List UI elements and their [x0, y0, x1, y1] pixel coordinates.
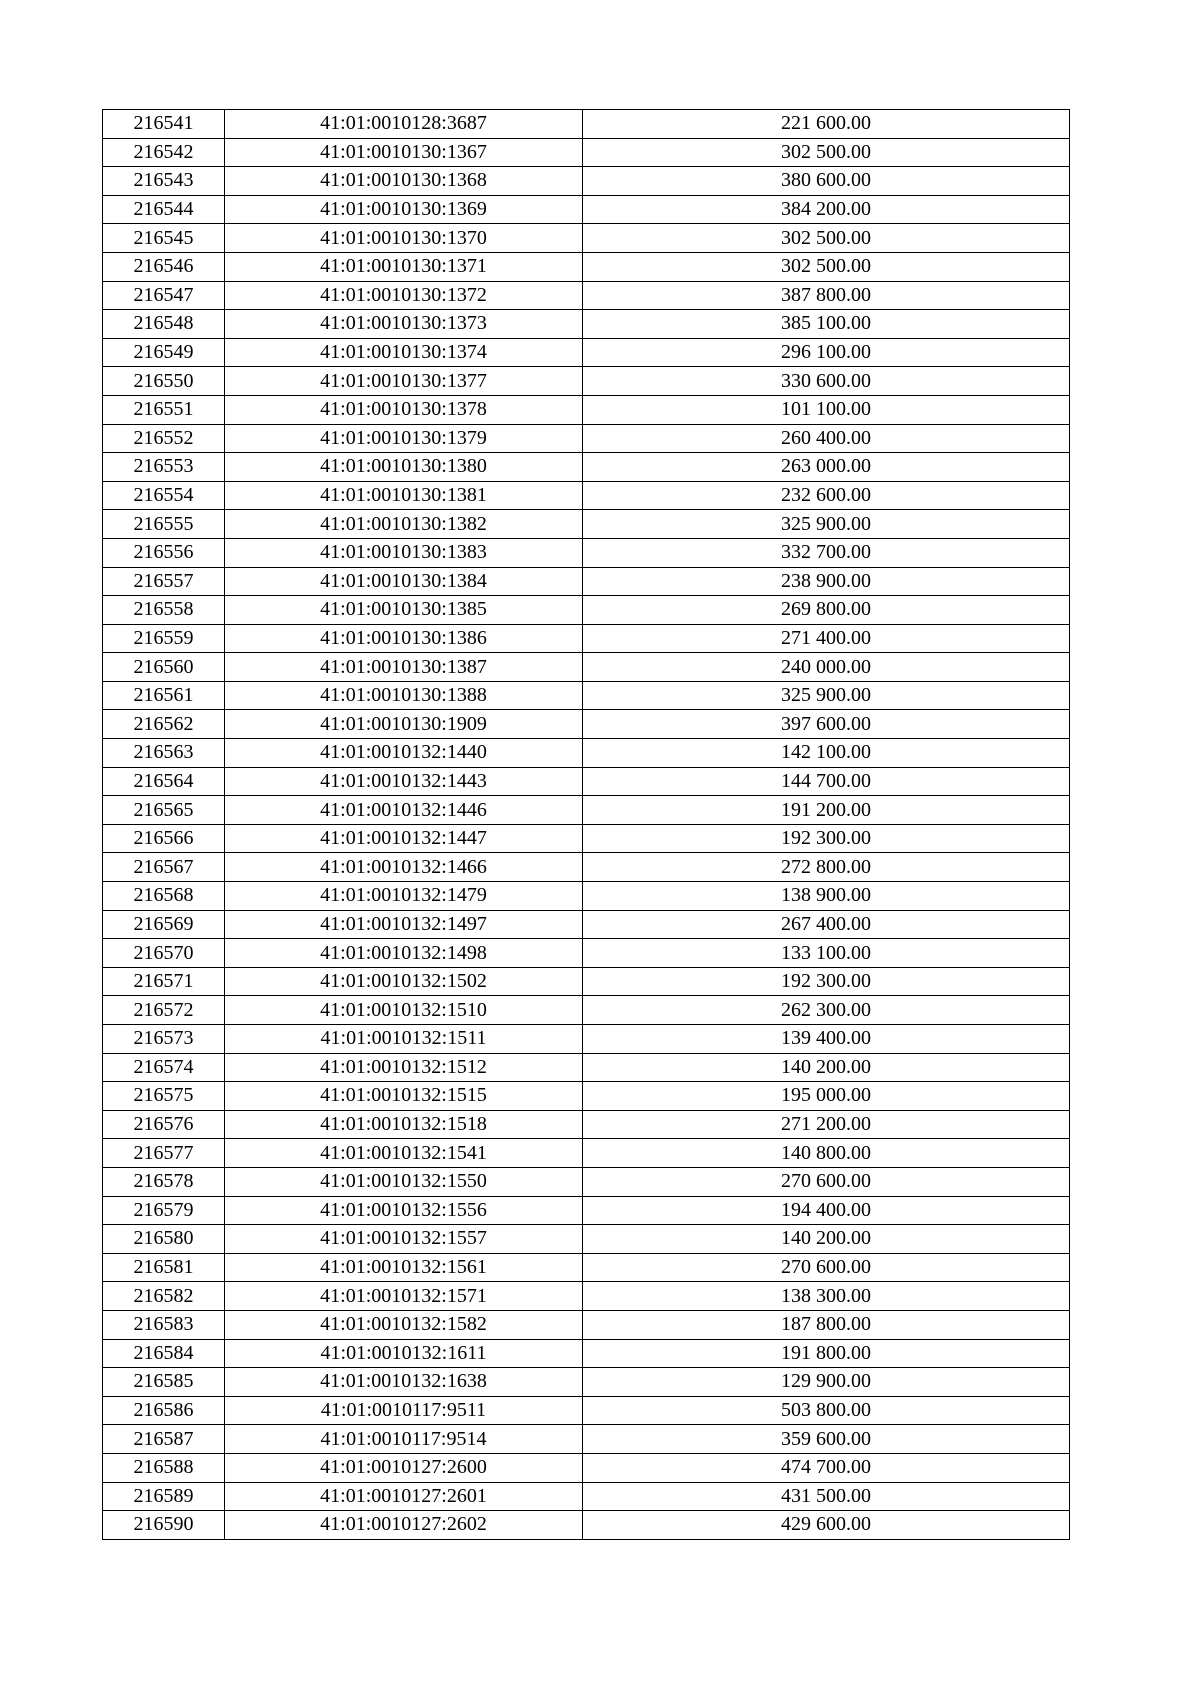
cadastral-number-cell: 41:01:0010130:1384 — [225, 567, 583, 596]
row-number-cell: 216578 — [103, 1167, 225, 1196]
row-number-cell: 216589 — [103, 1482, 225, 1511]
cadastral-number-cell: 41:01:0010132:1510 — [225, 996, 583, 1025]
cadastral-number-cell: 41:01:0010130:1371 — [225, 252, 583, 281]
row-number-cell: 216551 — [103, 395, 225, 424]
row-number-cell: 216553 — [103, 453, 225, 482]
cadastral-value-cell: 272 800.00 — [583, 853, 1070, 882]
cadastral-number-cell: 41:01:0010132:1440 — [225, 739, 583, 768]
cadastral-value-cell: 380 600.00 — [583, 167, 1070, 196]
cadastral-value-cell: 138 300.00 — [583, 1282, 1070, 1311]
table-row — [103, 1453, 1070, 1482]
row-number-cell: 216543 — [103, 167, 225, 196]
cadastral-number-cell: 41:01:0010130:1372 — [225, 281, 583, 310]
cadastral-number-cell: 41:01:0010117:9511 — [225, 1396, 583, 1425]
row-number-cell: 216587 — [103, 1425, 225, 1454]
cadastral-number-cell: 41:01:0010117:9514 — [225, 1425, 583, 1454]
cadastral-number-cell: 41:01:0010127:2602 — [225, 1511, 583, 1540]
cadastral-value-cell: 302 500.00 — [583, 252, 1070, 281]
cadastral-number-cell: 41:01:0010130:1380 — [225, 453, 583, 482]
cadastral-number-cell: 41:01:0010130:1385 — [225, 596, 583, 625]
table-row — [103, 424, 1070, 453]
row-number-cell: 216546 — [103, 252, 225, 281]
cadastral-number-cell: 41:01:0010132:1511 — [225, 1025, 583, 1054]
row-number-cell: 216566 — [103, 824, 225, 853]
cadastral-value-cell: 384 200.00 — [583, 195, 1070, 224]
cadastral-value-cell: 139 400.00 — [583, 1025, 1070, 1054]
row-number-cell: 216575 — [103, 1082, 225, 1111]
row-number-cell: 216583 — [103, 1310, 225, 1339]
row-number-cell: 216556 — [103, 538, 225, 567]
table-row — [103, 882, 1070, 911]
table-row — [103, 1196, 1070, 1225]
cadastral-number-cell: 41:01:0010130:1368 — [225, 167, 583, 196]
table-row — [103, 624, 1070, 653]
table-row — [103, 338, 1070, 367]
table-row — [103, 1368, 1070, 1397]
table-row — [103, 167, 1070, 196]
cadastral-value-cell: 429 600.00 — [583, 1511, 1070, 1540]
cadastral-number-cell: 41:01:0010132:1466 — [225, 853, 583, 882]
cadastral-value-cell: 238 900.00 — [583, 567, 1070, 596]
cadastral-number-cell: 41:01:0010132:1518 — [225, 1110, 583, 1139]
table-row — [103, 367, 1070, 396]
cadastral-number-cell: 41:01:0010132:1479 — [225, 882, 583, 911]
cadastral-value-cell: 387 800.00 — [583, 281, 1070, 310]
cadastral-value-cell: 133 100.00 — [583, 939, 1070, 968]
cadastral-number-cell: 41:01:0010132:1582 — [225, 1310, 583, 1339]
cadastral-value-cell: 302 500.00 — [583, 138, 1070, 167]
cadastral-value-cell: 332 700.00 — [583, 538, 1070, 567]
table-row — [103, 1053, 1070, 1082]
row-number-cell: 216554 — [103, 481, 225, 510]
table-row — [103, 967, 1070, 996]
table-row — [103, 510, 1070, 539]
row-number-cell: 216579 — [103, 1196, 225, 1225]
table-row — [103, 1110, 1070, 1139]
row-number-cell: 216558 — [103, 596, 225, 625]
cadastral-number-cell: 41:01:0010127:2600 — [225, 1453, 583, 1482]
table-row — [103, 910, 1070, 939]
cadastral-value-cell: 129 900.00 — [583, 1368, 1070, 1397]
cadastral-value-cell: 325 900.00 — [583, 681, 1070, 710]
row-number-cell: 216571 — [103, 967, 225, 996]
cadastral-value-cell: 192 300.00 — [583, 967, 1070, 996]
row-number-cell: 216570 — [103, 939, 225, 968]
cadastral-number-cell: 41:01:0010130:1370 — [225, 224, 583, 253]
row-number-cell: 216573 — [103, 1025, 225, 1054]
row-number-cell: 216563 — [103, 739, 225, 768]
cadastral-value-cell: 269 800.00 — [583, 596, 1070, 625]
table-row — [103, 1339, 1070, 1368]
cadastral-number-cell: 41:01:0010132:1611 — [225, 1339, 583, 1368]
cadastral-value-cell: 101 100.00 — [583, 395, 1070, 424]
row-number-cell: 216569 — [103, 910, 225, 939]
table-row — [103, 1310, 1070, 1339]
cadastral-number-cell: 41:01:0010132:1447 — [225, 824, 583, 853]
row-number-cell: 216577 — [103, 1139, 225, 1168]
row-number-cell: 216567 — [103, 853, 225, 882]
table-row — [103, 310, 1070, 339]
cadastral-number-cell: 41:01:0010128:3687 — [225, 110, 583, 139]
row-number-cell: 216584 — [103, 1339, 225, 1368]
cadastral-value-cell: 330 600.00 — [583, 367, 1070, 396]
cadastral-number-cell: 41:01:0010132:1541 — [225, 1139, 583, 1168]
table-row — [103, 538, 1070, 567]
row-number-cell: 216548 — [103, 310, 225, 339]
cadastral-number-cell: 41:01:0010130:1374 — [225, 338, 583, 367]
row-number-cell: 216585 — [103, 1368, 225, 1397]
row-number-cell: 216541 — [103, 110, 225, 139]
row-number-cell: 216581 — [103, 1253, 225, 1282]
table-row — [103, 739, 1070, 768]
table-row — [103, 110, 1070, 139]
table-row — [103, 1139, 1070, 1168]
table-row — [103, 853, 1070, 882]
row-number-cell: 216562 — [103, 710, 225, 739]
cadastral-value-cell: 325 900.00 — [583, 510, 1070, 539]
cadastral-number-cell: 41:01:0010130:1387 — [225, 653, 583, 682]
cadastral-number-cell: 41:01:0010132:1556 — [225, 1196, 583, 1225]
cadastral-value-cell: 240 000.00 — [583, 653, 1070, 682]
cadastral-value-cell: 192 300.00 — [583, 824, 1070, 853]
table-row — [103, 681, 1070, 710]
table-row — [103, 796, 1070, 825]
row-number-cell: 216550 — [103, 367, 225, 396]
cadastral-number-cell: 41:01:0010132:1446 — [225, 796, 583, 825]
cadastral-number-cell: 41:01:0010130:1383 — [225, 538, 583, 567]
table-row — [103, 596, 1070, 625]
table-row — [103, 195, 1070, 224]
cadastral-number-cell: 41:01:0010132:1498 — [225, 939, 583, 968]
cadastral-value-cell: 270 600.00 — [583, 1167, 1070, 1196]
table-row — [103, 281, 1070, 310]
table-row — [103, 1425, 1070, 1454]
table-row — [103, 138, 1070, 167]
table-row — [103, 767, 1070, 796]
cadastral-number-cell: 41:01:0010132:1550 — [225, 1167, 583, 1196]
cadastral-number-cell: 41:01:0010130:1382 — [225, 510, 583, 539]
row-number-cell: 216547 — [103, 281, 225, 310]
table-row — [103, 996, 1070, 1025]
cadastral-value-cell: 359 600.00 — [583, 1425, 1070, 1454]
cadastral-value-cell: 474 700.00 — [583, 1453, 1070, 1482]
cadastral-number-cell: 41:01:0010132:1638 — [225, 1368, 583, 1397]
cadastral-value-cell: 138 900.00 — [583, 882, 1070, 911]
row-number-cell: 216574 — [103, 1053, 225, 1082]
row-number-cell: 216549 — [103, 338, 225, 367]
cadastral-number-cell: 41:01:0010132:1515 — [225, 1082, 583, 1111]
cadastral-number-cell: 41:01:0010132:1512 — [225, 1053, 583, 1082]
table-row — [103, 481, 1070, 510]
table-row — [103, 1396, 1070, 1425]
cadastral-value-cell: 191 200.00 — [583, 796, 1070, 825]
row-number-cell: 216576 — [103, 1110, 225, 1139]
cadastral-value-cell: 397 600.00 — [583, 710, 1070, 739]
row-number-cell: 216588 — [103, 1453, 225, 1482]
cadastral-number-cell: 41:01:0010132:1557 — [225, 1225, 583, 1254]
cadastral-value-cell: 271 200.00 — [583, 1110, 1070, 1139]
cadastral-number-cell: 41:01:0010130:1386 — [225, 624, 583, 653]
row-number-cell: 216580 — [103, 1225, 225, 1254]
table-row — [103, 1282, 1070, 1311]
table-row — [103, 1511, 1070, 1540]
row-number-cell: 216557 — [103, 567, 225, 596]
row-number-cell: 216565 — [103, 796, 225, 825]
cadastral-number-cell: 41:01:0010132:1497 — [225, 910, 583, 939]
row-number-cell: 216542 — [103, 138, 225, 167]
cadastral-number-cell: 41:01:0010130:1369 — [225, 195, 583, 224]
cadastral-value-cell: 385 100.00 — [583, 310, 1070, 339]
cadastral-value-cell: 263 000.00 — [583, 453, 1070, 482]
row-number-cell: 216544 — [103, 195, 225, 224]
row-number-cell: 216582 — [103, 1282, 225, 1311]
table-row — [103, 252, 1070, 281]
cadastral-value-table — [102, 109, 1070, 1540]
row-number-cell: 216555 — [103, 510, 225, 539]
row-number-cell: 216552 — [103, 424, 225, 453]
table-row — [103, 1253, 1070, 1282]
cadastral-value-cell: 302 500.00 — [583, 224, 1070, 253]
table-row — [103, 1025, 1070, 1054]
row-number-cell: 216559 — [103, 624, 225, 653]
table-row — [103, 939, 1070, 968]
row-number-cell: 216564 — [103, 767, 225, 796]
cadastral-number-cell: 41:01:0010132:1571 — [225, 1282, 583, 1311]
cadastral-number-cell: 41:01:0010127:2601 — [225, 1482, 583, 1511]
cadastral-value-cell: 271 400.00 — [583, 624, 1070, 653]
row-number-cell: 216586 — [103, 1396, 225, 1425]
row-number-cell: 216561 — [103, 681, 225, 710]
table-row — [103, 653, 1070, 682]
cadastral-value-cell: 267 400.00 — [583, 910, 1070, 939]
cadastral-value-cell: 260 400.00 — [583, 424, 1070, 453]
cadastral-value-cell: 270 600.00 — [583, 1253, 1070, 1282]
row-number-cell: 216590 — [103, 1511, 225, 1540]
cadastral-value-cell: 140 800.00 — [583, 1139, 1070, 1168]
cadastral-value-cell: 144 700.00 — [583, 767, 1070, 796]
cadastral-value-cell: 221 600.00 — [583, 110, 1070, 139]
row-number-cell: 216568 — [103, 882, 225, 911]
cadastral-number-cell: 41:01:0010130:1378 — [225, 395, 583, 424]
cadastral-number-cell: 41:01:0010130:1909 — [225, 710, 583, 739]
cadastral-value-cell: 191 800.00 — [583, 1339, 1070, 1368]
cadastral-number-cell: 41:01:0010130:1379 — [225, 424, 583, 453]
table-row — [103, 824, 1070, 853]
cadastral-value-cell: 232 600.00 — [583, 481, 1070, 510]
cadastral-value-cell: 140 200.00 — [583, 1053, 1070, 1082]
cadastral-number-cell: 41:01:0010130:1381 — [225, 481, 583, 510]
table-row — [103, 1482, 1070, 1511]
table-row — [103, 1167, 1070, 1196]
row-number-cell: 216572 — [103, 996, 225, 1025]
cadastral-value-cell: 195 000.00 — [583, 1082, 1070, 1111]
cadastral-value-cell: 142 100.00 — [583, 739, 1070, 768]
cadastral-value-cell: 262 300.00 — [583, 996, 1070, 1025]
cadastral-value-cell: 431 500.00 — [583, 1482, 1070, 1511]
row-number-cell: 216560 — [103, 653, 225, 682]
table-row — [103, 224, 1070, 253]
cadastral-number-cell: 41:01:0010130:1367 — [225, 138, 583, 167]
cadastral-number-cell: 41:01:0010130:1377 — [225, 367, 583, 396]
cadastral-number-cell: 41:01:0010130:1373 — [225, 310, 583, 339]
row-number-cell: 216545 — [103, 224, 225, 253]
table-row — [103, 567, 1070, 596]
table-row — [103, 1225, 1070, 1254]
cadastral-value-cell: 194 400.00 — [583, 1196, 1070, 1225]
table-row — [103, 395, 1070, 424]
cadastral-value-cell: 187 800.00 — [583, 1310, 1070, 1339]
cadastral-value-cell: 140 200.00 — [583, 1225, 1070, 1254]
cadastral-value-cell: 503 800.00 — [583, 1396, 1070, 1425]
table-row — [103, 453, 1070, 482]
cadastral-number-cell: 41:01:0010132:1561 — [225, 1253, 583, 1282]
table-row — [103, 1082, 1070, 1111]
cadastral-number-cell: 41:01:0010132:1502 — [225, 967, 583, 996]
table-row — [103, 710, 1070, 739]
cadastral-number-cell: 41:01:0010132:1443 — [225, 767, 583, 796]
cadastral-number-cell: 41:01:0010130:1388 — [225, 681, 583, 710]
table-body — [103, 110, 1070, 1540]
cadastral-value-cell: 296 100.00 — [583, 338, 1070, 367]
